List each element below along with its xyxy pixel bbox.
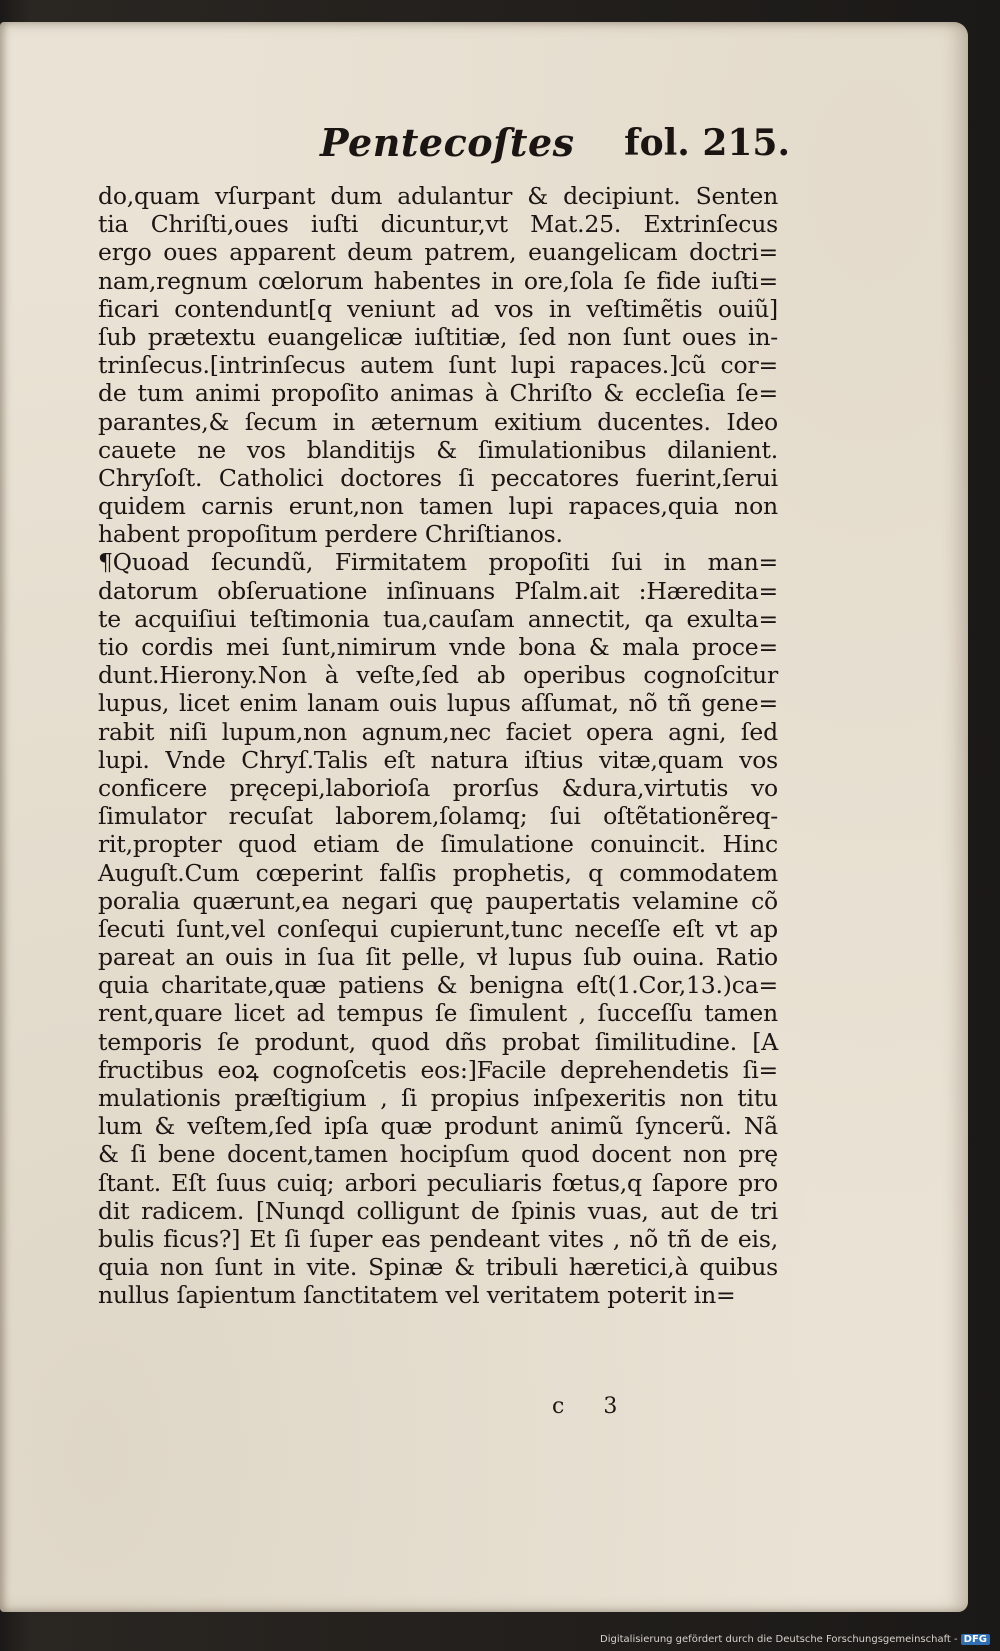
text-line: ergo oues apparent deum patrem, euangelicam doctri= (98, 238, 778, 267)
credit-text: Digitalisierung gefördert durch die Deutsche Forschungsgemeinschaft - (600, 1634, 958, 1645)
body-text (98, 182, 778, 1310)
text-line: rit,propter quod etiam de ſimulatione conuincit. Hinc (98, 830, 778, 859)
text-line: datorum obſeruatione inſinuans Pſalm.ait :Hæredita= (98, 576, 778, 605)
text-line: ficari contendunt[q veniunt ad vos in veſtimẽtis ouiũ] (98, 294, 778, 323)
text-line: de tum animi propoſito animas à Chriſto & eccleſia ſe= (98, 379, 778, 408)
text-line: lupus, licet enim lanam ouis lupus aſſumat, nõ tñ gene= (98, 689, 778, 718)
running-head-title: Pentecoſtes (320, 120, 575, 165)
text-line: pareat an ouis in ſua ſit pelle, vł lupus ſub ouina. Ratio (98, 943, 778, 972)
text-line: quia charitate,quæ patiens & benigna eſt(1.Cor,13.)ca= (98, 971, 778, 1000)
text-line: temporis ſe produnt, quod dñs probat ſimilitudine. [A (98, 1027, 778, 1056)
text-line: rabit niſi lupum,non agnum,nec faciet opera agni, ſed (98, 717, 778, 746)
text-line: poralia quærunt,ea negari quę paupertatis velamine cõ (98, 886, 778, 915)
text-line: fructibus eoꝝ cognoſcetis eos:]Facile deprehendetis ſi= (98, 1055, 778, 1084)
text-line: ſecuti ſunt,vel conſequi cupierunt,tunc neceſſe eſt vt ap (98, 914, 778, 943)
text-line: ſtant. Eſt ſuus cuiq; arbori peculiaris fœtus,q ſapore pro (98, 1168, 778, 1197)
text-line: Chryſoſt. Catholici doctores ſi peccatores fuerint,ſerui (98, 463, 778, 492)
text-line: rent,quare licet ad tempus ſe ſimulent , ſucceſſu tamen (98, 999, 778, 1028)
text-line: tio cordis mei ſunt,nimirum vnde bona & mala proce= (98, 633, 778, 661)
signature-mark: c 3 (552, 1394, 634, 1419)
running-head (100, 120, 790, 176)
text-line: quidem carnis erunt,non tamen lupi rapaces,quia non (98, 492, 778, 521)
text-line: parantes,& ſecum in æternum exitium ducentes. Ideo (98, 407, 778, 436)
text-line: do,quam vſurpant dum adulantur & decipiunt. Senten (98, 182, 778, 210)
text-line: cauete ne vos blanditijs & ſimulationibus dilanient. (98, 435, 778, 464)
text-line: ſub prætextu euangelicæ iuſtitiæ, ſed non ſunt oues in- (98, 322, 778, 351)
book-page (0, 22, 968, 1612)
text-line: trinſecus.[intrinſecus autem ſunt lupi rapaces.]cũ cor= (98, 351, 778, 380)
text-line: te acquiſiui teſtimonia tua,cauſam annectit, qa exulta= (98, 604, 778, 633)
text-line: bulis ficus?] Et ſi ſuper eas pendeant vites , nõ tñ de eis, (98, 1224, 778, 1253)
text-line: nullus ſapientum ſanctitatem vel veritatem poterit in= (98, 1281, 736, 1310)
digitization-credit (600, 1634, 990, 1645)
text-line: Auguſt.Cum cœperint falſis prophetis, q commodatem (98, 858, 778, 887)
text-line: ¶Quoad ſecundũ, Firmitatem propoſiti ſui in man= (98, 548, 778, 577)
text-line: quia non ſunt in vite. Spinæ & tribuli hæretici,à quibus (98, 1253, 778, 1282)
text-line: mulationis præſtigium , ſi propius inſpexeritis non titu (98, 1084, 778, 1112)
folio-number: fol. 215. (624, 122, 790, 164)
text-line: dit radicem. [Nunqd colligunt de ſpinis vuas, aut de tri (98, 1196, 778, 1225)
text-line: dunt.Hierony.Non à veſte,ſed ab operibus cognoſcitur (98, 661, 778, 690)
text-line: lupi. Vnde Chryſ.Talis eſt natura iſtius vitæ,quam vos (98, 745, 778, 774)
text-line: conficere pręcepi,laborioſa prorſus &dura,virtutis vo (98, 773, 778, 802)
text-line: tia Chriſti,oues iuſti dicuntur,vt Mat.25. Extrinſecus (98, 210, 778, 239)
text-line: nam,regnum cœlorum habentes in ore,ſola ſe fide iuſti= (98, 266, 778, 295)
text-line: habent propoſitum perdere Chriſtianos. (98, 520, 563, 549)
text-line: ſimulator recuſat laborem,ſolamq; ſui oſtẽtationẽreq- (98, 802, 778, 831)
text-line: lum & veſtem,ſed ipſa quæ produnt animũ ſyncerũ. Nã (98, 1112, 778, 1141)
text-line: & ſi bene docent,tamen hocipſum quod docent non prę (98, 1140, 778, 1169)
dfg-logo: DFG (961, 1634, 990, 1645)
